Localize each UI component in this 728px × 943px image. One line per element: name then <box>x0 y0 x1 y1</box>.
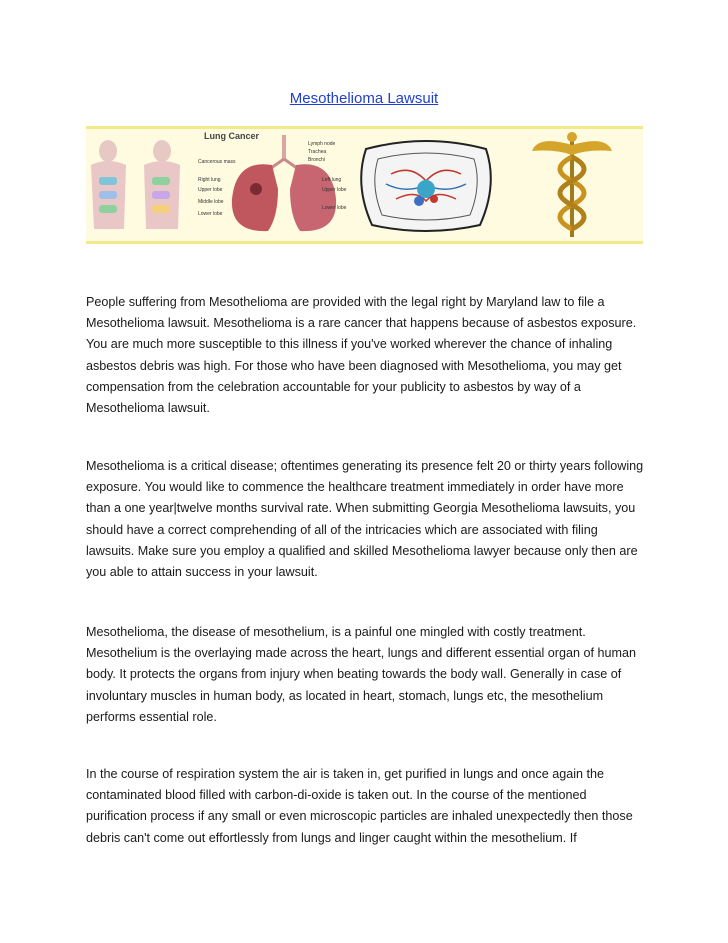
paragraph-3: Mesothelioma, the disease of mesothelium, is a painful one mingled with costly treatment. Mesothelium is the overlaying made across the heart, lungs and different essential organ of human body. It protects the organs from injury when beating towards the body wall. Generally in case of involuntary muscles in human body, as located in heart, stomach, lungs etc, the mesothelium performs essential role. <box>86 625 637 724</box>
svg-text:Lower lobe: Lower lobe <box>198 211 223 217</box>
svg-text:Lower lobe: Lower lobe <box>322 205 347 211</box>
svg-text:Upper lobe: Upper lobe <box>198 187 223 193</box>
svg-text:Lymph node: Lymph node <box>308 141 336 147</box>
paragraph-1: People suffering from Mesothelioma are provided with the legal right by Maryland law to file a Mesothelioma lawsuit. Mesothelioma is a rare cancer that happens because of asbestos exposure. You are much more susceptible to this illness if you've worked wherever the chance of inhaling asbestos debris was high. For those who have been diagnosed with Mesothelioma, you may get compensation from the celebration accountable for your publicity to asbestos by way of a Mesothelioma lawsuit. <box>86 295 637 416</box>
paragraph-2: Mesothelioma is a critical disease; oftentimes generating its presence felt 20 or thirty years following exposure. You would like to commence the healthcare treatment immediately in order have more than a one year|twelve months survival rate. When submitting Georgia Mesothelioma lawsuits, you should have a correct comprehending of all of the intricacies which are associated with filing lawsuits. Make sure you employ a qualified and skilled Mesothelioma lawyer because only then are you able to attain success in your lawsuit. <box>86 459 644 580</box>
lung-cancer-caption: Lung Cancer <box>204 131 260 141</box>
medical-illustration-banner <box>86 126 643 244</box>
svg-text:Middle lobe: Middle lobe <box>198 199 224 205</box>
svg-text:Bronchi: Bronchi <box>308 157 325 163</box>
svg-text:Cancerous mass: Cancerous mass <box>198 159 236 165</box>
body-silhouettes-image <box>91 140 180 229</box>
thoracic-cross-section-image <box>361 141 491 231</box>
paragraph-4: In the course of respiration system the air is taken in, get purified in lungs and once again the contaminated blood filled with carbon-di-oxide is taken out. In the course of the mentioned purification process if any small or even microscopic particles are inhaled unexpectedly then those debris can't come out effortlessly from lungs and linger caught within the mesothelium. If <box>86 767 633 845</box>
banner-illustration <box>86 129 643 241</box>
svg-text:Trachea: Trachea <box>308 149 327 155</box>
svg-text:Left lung: Left lung <box>322 177 342 183</box>
lung-cancer-diagram-image <box>198 131 347 231</box>
svg-text:Right lung: Right lung <box>198 177 221 183</box>
svg-text:Upper lobe: Upper lobe <box>322 187 347 193</box>
caduceus-image <box>532 132 612 237</box>
document-title[interactable]: Mesothelioma Lawsuit <box>289 90 439 107</box>
